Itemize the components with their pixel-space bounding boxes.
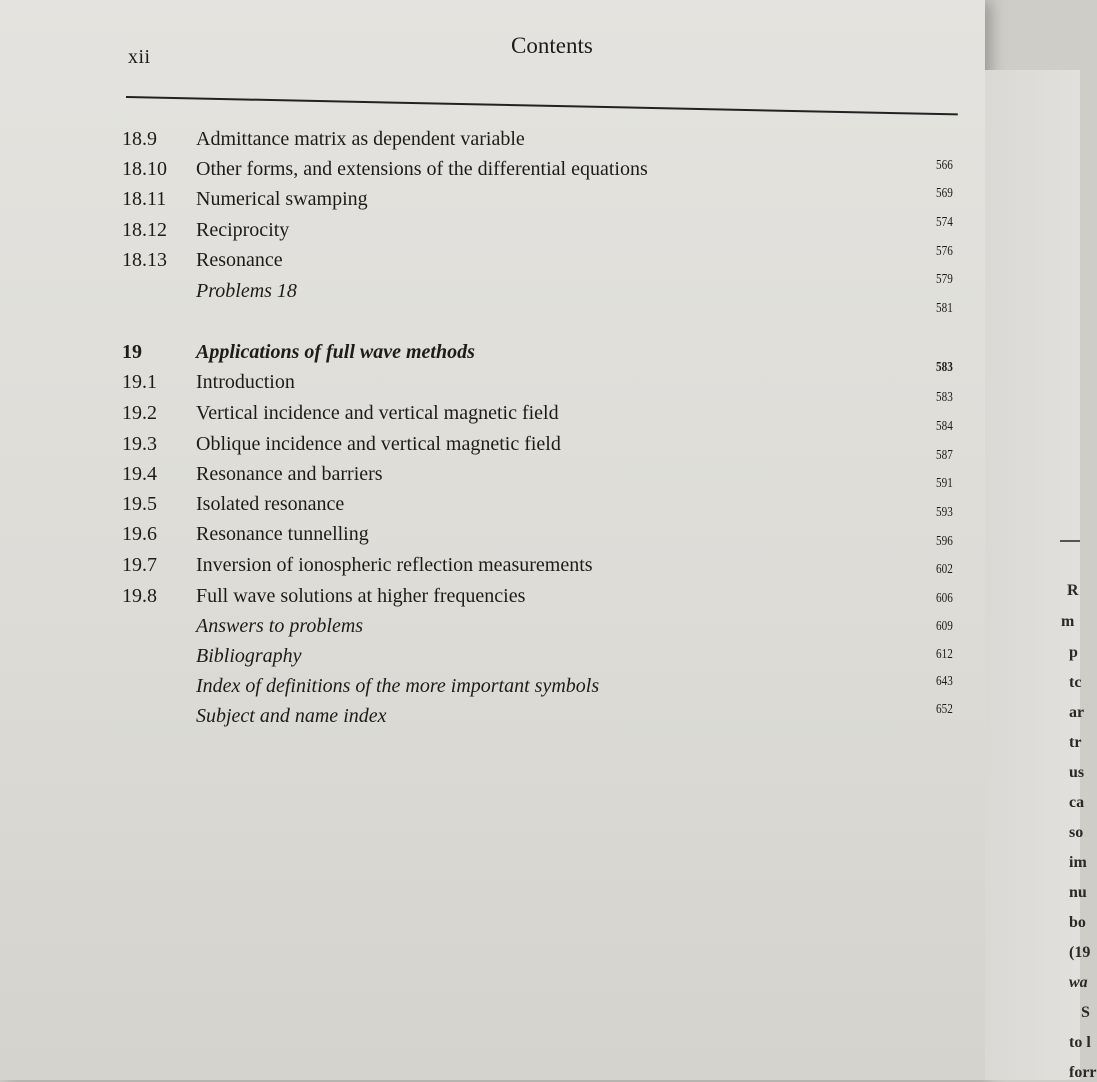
entry-page-number: 569	[936, 186, 953, 201]
entry-number: 19.5	[122, 493, 157, 515]
adjacent-text-fragment: im	[1069, 854, 1087, 871]
entry-title: Resonance tunnelling	[196, 523, 369, 545]
chapter-page-number: 583	[936, 360, 953, 375]
adjacent-text-fragment: ca	[1069, 794, 1085, 811]
entry-number: 18.9	[122, 128, 157, 150]
toc-entry	[0, 158, 985, 184]
toc-entry	[0, 493, 985, 519]
toc-entry	[0, 554, 985, 580]
entry-page-number: 579	[936, 272, 953, 287]
toc-entry	[0, 705, 985, 731]
chapter-number: 19	[122, 341, 142, 363]
toc-entry	[0, 249, 985, 275]
entry-page-number: 612	[936, 647, 953, 662]
entry-page-number: 606	[936, 591, 953, 606]
entry-title: Introduction	[196, 371, 295, 393]
entry-number: 19.6	[122, 523, 157, 545]
adjacent-text-fragment: forr	[1069, 1064, 1097, 1081]
entry-page-number: 574	[936, 215, 953, 230]
entry-number: 19.8	[122, 585, 157, 607]
adjacent-page-rule	[1060, 540, 1080, 542]
page-title: Contents	[511, 33, 593, 58]
entry-number: 18.12	[122, 219, 167, 241]
entry-number: 19.7	[122, 554, 157, 576]
adjacent-text-fragment: m	[1061, 613, 1075, 630]
entry-title: Resonance and barriers	[196, 463, 383, 485]
entry-title: Index of definitions of the more important symbols	[196, 675, 600, 697]
toc-entry	[0, 371, 985, 397]
entry-title: Reciprocity	[196, 219, 290, 241]
entry-page-number: 602	[936, 562, 953, 577]
toc-entry	[0, 645, 985, 671]
entry-page-number: 591	[936, 476, 953, 491]
adjacent-text-fragment: bo	[1069, 914, 1086, 931]
entry-title: Inversion of ionospheric reflection measurements	[196, 554, 593, 576]
entry-title: Resonance	[196, 249, 283, 271]
entry-page-number: 581	[936, 301, 953, 316]
entry-title: Bibliography	[196, 645, 302, 667]
adjacent-text-fragment: ar	[1069, 704, 1085, 721]
adjacent-text-fragment: p	[1069, 644, 1078, 661]
entry-number: 18.13	[122, 249, 167, 271]
toc-chapter-entry	[0, 341, 985, 367]
adjacent-text-fragment: R	[1067, 582, 1079, 599]
entry-page-number: 596	[936, 534, 953, 549]
chapter-title: Applications of full wave methods	[196, 341, 475, 363]
adjacent-text-fragment: to l	[1069, 1034, 1091, 1051]
toc-entry	[0, 188, 985, 214]
entry-page-number: 576	[936, 244, 953, 259]
entry-number: 19.3	[122, 433, 157, 455]
toc-entry	[0, 280, 985, 306]
entry-title: Answers to problems	[196, 615, 364, 637]
entry-title: Numerical swamping	[196, 188, 368, 210]
entry-title: Subject and name index	[196, 705, 387, 727]
entry-page-number: 643	[936, 674, 953, 689]
toc-entry	[0, 463, 985, 489]
toc-entry	[0, 128, 985, 154]
entry-page-number: 584	[936, 419, 953, 434]
toc-entry	[0, 433, 985, 459]
toc-entry	[0, 615, 985, 641]
entry-title: Full wave solutions at higher frequencies	[196, 585, 526, 607]
entry-number: 19.4	[122, 463, 157, 485]
entry-page-number: 609	[936, 619, 953, 634]
entry-title: Problems 18	[196, 280, 297, 302]
entry-page-number: 583	[936, 390, 953, 405]
entry-title: Other forms, and extensions of the differential equations	[196, 158, 648, 180]
adjacent-text-fragment: (19	[1069, 944, 1091, 961]
adjacent-text-fragment: nu	[1069, 884, 1087, 901]
entry-page-number: 587	[936, 448, 953, 463]
entry-title: Admittance matrix as dependent variable	[196, 128, 525, 150]
toc-entry	[0, 402, 985, 428]
toc-entry	[0, 585, 985, 611]
entry-number: 19.1	[122, 371, 157, 393]
entry-page-number: 652	[936, 702, 953, 717]
adjacent-text-fragment: wa	[1069, 974, 1088, 991]
entry-title: Oblique incidence and vertical magnetic field	[196, 433, 561, 455]
page-number: xii	[128, 46, 151, 68]
entry-title: Vertical incidence and vertical magnetic field	[196, 402, 559, 424]
entry-page-number: 593	[936, 505, 953, 520]
toc-entry	[0, 523, 985, 549]
adjacent-text-fragment: tc	[1069, 674, 1082, 691]
entry-number: 19.2	[122, 402, 157, 424]
toc-entry	[0, 219, 985, 245]
toc-entry	[0, 675, 985, 701]
entry-title: Isolated resonance	[196, 493, 345, 515]
adjacent-page	[985, 70, 1097, 1081]
adjacent-text-fragment: S	[1081, 1004, 1090, 1021]
entry-number: 18.10	[122, 158, 167, 180]
entry-page-number: 566	[936, 158, 953, 173]
adjacent-text-fragment: so	[1069, 824, 1084, 841]
adjacent-text-fragment: us	[1069, 764, 1085, 781]
adjacent-text-fragment: tr	[1069, 734, 1082, 751]
entry-number: 18.11	[122, 188, 167, 210]
